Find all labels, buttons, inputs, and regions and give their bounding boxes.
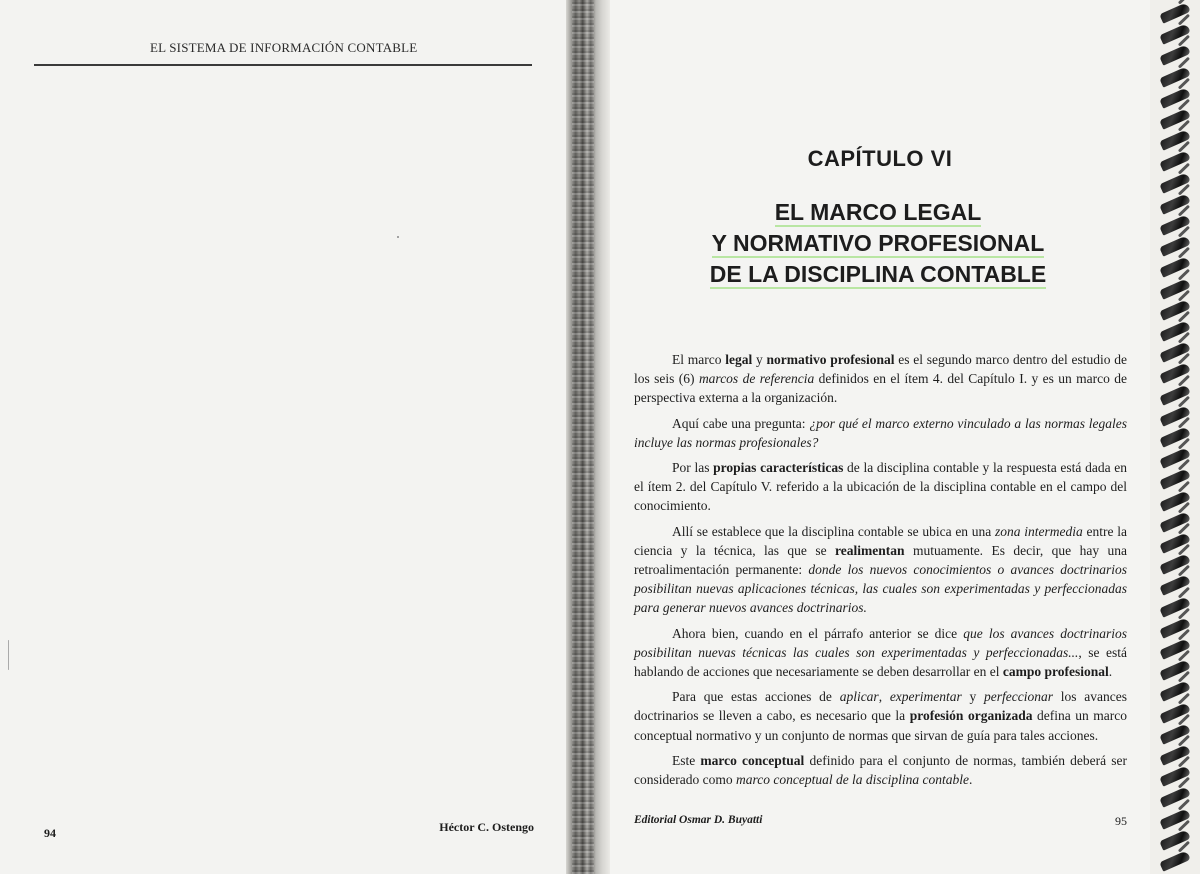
body-paragraph [634, 350, 1127, 408]
spiral-coil [1159, 278, 1190, 299]
text-run: . [1108, 664, 1113, 680]
spiral-coil [1159, 384, 1190, 405]
spiral-coil [1159, 342, 1190, 363]
spiral-coil [1159, 426, 1190, 447]
body-paragraph [634, 522, 1127, 618]
spiral-coil [1159, 214, 1190, 235]
italic-text: experimentar [889, 689, 962, 705]
text-run: , [878, 689, 890, 705]
spiral-coil [1159, 554, 1190, 575]
page-number-left: 94 [44, 826, 56, 840]
spiral-coil [1159, 172, 1190, 193]
spiral-coil [1159, 532, 1190, 553]
text-run: defina un marco conceptual normativo y un conjunto de normas que sirvan de guía para tales acciones. [634, 708, 1127, 743]
spiral-coil [1159, 702, 1190, 723]
spiral-coil [1159, 723, 1190, 744]
book-gutter [566, 0, 610, 874]
italic-text: perfeccionar [984, 689, 1054, 705]
text-run: definido para el conjunto de normas, también deberá ser considerado como [634, 752, 1128, 788]
paper-speck [397, 236, 399, 238]
spiral-coil [1159, 829, 1190, 850]
spiral-coil [1159, 299, 1190, 320]
spiral-coil [1159, 596, 1190, 617]
text-run: Este [672, 752, 701, 768]
spiral-coil [1159, 320, 1190, 341]
bold-text: campo profesional [1002, 664, 1109, 680]
spiral-coil [1159, 511, 1190, 532]
chapter-title-line: Y NORMATIVO PROFESIONAL [711, 230, 1045, 256]
body-paragraph [634, 624, 1127, 682]
spiral-coil [1159, 490, 1190, 511]
text-run: , se está hablando de acciones que necesariamente se deben desarrollar en el [634, 644, 1127, 680]
spiral-coil [1159, 24, 1190, 45]
spiral-coil [1159, 660, 1190, 681]
italic-text: marco conceptual de la disciplina contable [735, 772, 970, 788]
bold-text: propias características [713, 460, 844, 476]
text-run: Aquí cabe una pregunta: [672, 415, 810, 431]
paper-mark [8, 640, 9, 670]
right-page [610, 0, 1150, 874]
text-run: Para que estas acciones de [672, 689, 840, 705]
spiral-coil [1159, 66, 1190, 87]
spiral-coil [1159, 744, 1190, 765]
spiral-coil [1159, 448, 1190, 469]
spiral-coil [1159, 193, 1190, 214]
body-paragraph [634, 414, 1127, 452]
text-run: mutuamente. Es decir, que hay una retroalimentación permanente: [634, 542, 1127, 578]
spiral-coil [1159, 808, 1190, 829]
italic-text: que los avances doctrinarios posibilitan nuevas técnicas las cuales son experimentadas y perfeccionadas... [634, 625, 1127, 660]
chapter-title-line: EL MARCO LEGAL [774, 199, 982, 225]
header-rule [34, 64, 532, 66]
chapter-title [658, 197, 1098, 290]
spiral-coil [1159, 469, 1190, 490]
spiral-coil [1159, 766, 1190, 787]
text-run: de la disciplina contable y la respuesta está dada en el ítem 2. del Capítulo V. referido a la ubicación de la disciplina contable en el campo del conocimiento. [634, 460, 1128, 514]
text-run: y [752, 352, 767, 367]
body-paragraph [634, 687, 1127, 745]
page-footer [634, 814, 1127, 826]
spiral-coil [1159, 405, 1190, 426]
text-run: es el segundo marco dentro del estudio de los seis (6) [634, 352, 1128, 387]
spiral-binding [1150, 0, 1200, 874]
bold-text: marco conceptual [700, 752, 805, 768]
chapter-title-line: DE LA DISCIPLINA CONTABLE [709, 261, 1047, 287]
spiral-coil [1159, 617, 1190, 638]
body-paragraph [634, 751, 1127, 789]
bold-text: profesión organizada [909, 708, 1033, 724]
italic-text: zona intermedia [995, 523, 1083, 539]
text-run: y [961, 689, 985, 705]
spiral-coil [1159, 130, 1190, 151]
page-number-right: 95 [1115, 814, 1127, 828]
text-run: los avances doctrinarios se lleven a cabo, es necesario que la [634, 689, 1128, 724]
spiral-coil [1159, 638, 1190, 659]
text-run: El marco [672, 352, 726, 367]
bold-text: legal [725, 352, 753, 367]
spiral-coil [1159, 257, 1190, 278]
publisher-name: Editorial Osmar D. Buyatti [634, 814, 763, 826]
body-paragraph [634, 458, 1127, 516]
spiral-coil [1159, 151, 1190, 172]
text-run: Ahora bien, cuando en el párrafo anterior se dice [672, 625, 964, 641]
left-page [0, 0, 566, 874]
spiral-coil [1159, 681, 1190, 702]
spiral-coil [1159, 2, 1190, 23]
spiral-coil [1159, 850, 1190, 871]
text-run: entre la ciencia y la técnica, las que se [634, 523, 1127, 558]
italic-text: aplicar [839, 689, 879, 705]
italic-text: marcos de referencia [698, 371, 815, 387]
running-head: EL SISTEMA DE INFORMACIÓN CONTABLE [150, 40, 418, 55]
text-run: Allí se establece que la disciplina contable se ubica en una [672, 523, 996, 539]
bold-text: normativo profesional [766, 352, 895, 367]
text-run: . [969, 772, 973, 788]
italic-text: donde los nuevos conocimientos o avances doctrinarios posibilitan nuevas aplicaciones técnicas, las cuales son experimentadas y perfeccionadas para generar nuevos avances doctrinarios. [634, 562, 1127, 616]
spiral-coil [1159, 787, 1190, 808]
italic-text: ¿por qué el marco externo vinculado a las normas legales incluye las normas profesionales? [634, 415, 1127, 450]
author-name: Héctor C. Ostengo [439, 820, 534, 834]
text-run: Por las [672, 460, 714, 476]
spiral-coil [1159, 45, 1190, 66]
spiral-coil [1159, 87, 1190, 108]
spiral-coil [1159, 363, 1190, 384]
spiral-coil [1159, 108, 1190, 129]
bold-text: realimentan [835, 542, 905, 558]
chapter-label: CAPÍTULO VI [807, 146, 953, 171]
text-run: definidos en el ítem 4. del Capítulo I. y es un marco de perspectiva externa a la organización. [634, 371, 1128, 406]
spiral-coil [1159, 575, 1190, 596]
spiral-coil [1159, 236, 1190, 257]
body-text [634, 350, 1127, 795]
